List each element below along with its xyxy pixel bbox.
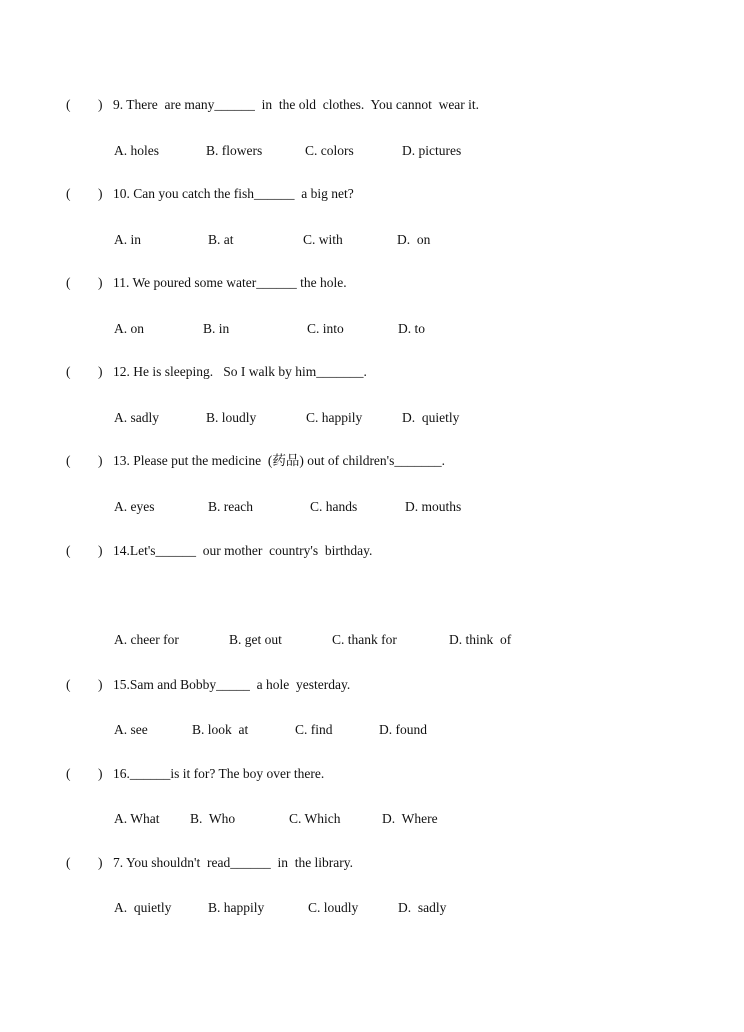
answer-paren-close: ) <box>98 543 103 558</box>
option-b: B. get out <box>229 632 282 647</box>
question-text: 11. We poured some water______ the hole. <box>113 275 347 290</box>
answer-paren-open: ( <box>66 275 71 290</box>
option-c: C. happily <box>306 410 363 425</box>
option-c: C. with <box>303 232 343 247</box>
question-text: 12. He is sleeping. So I walk by him_______. <box>113 364 367 379</box>
options-13 <box>114 498 462 516</box>
question-text: 15.Sam and Bobby_____ a hole yesterday. <box>113 677 351 692</box>
answer-paren-close: ) <box>98 186 103 201</box>
option-b: B. Who <box>190 811 236 826</box>
option-c: C. into <box>307 321 344 336</box>
option-b: B. happily <box>208 900 265 915</box>
question-text: 13. Please put the medicine (药品) out of children's_______. <box>113 453 445 468</box>
option-a: A. on <box>114 321 144 336</box>
option-b: B. in <box>203 321 230 336</box>
option-c: C. find <box>295 722 333 737</box>
option-d: D. quietly <box>402 410 460 425</box>
option-a: A. eyes <box>114 499 155 514</box>
question-15 <box>66 676 351 694</box>
question-9 <box>66 96 480 114</box>
options-14 <box>114 631 512 649</box>
question-text: 9. There are many______ in the old clothes. You cannot wear it. <box>113 97 480 112</box>
answer-paren-open: ( <box>66 677 71 692</box>
option-d: D. found <box>379 722 427 737</box>
answer-paren-open: ( <box>66 855 71 870</box>
question-11 <box>66 274 347 292</box>
option-d: D. Where <box>382 811 438 826</box>
answer-paren-open: ( <box>66 766 71 781</box>
option-d: D. on <box>397 232 431 247</box>
options-15 <box>114 721 427 739</box>
option-c: C. thank for <box>332 632 397 647</box>
options-12 <box>114 409 460 427</box>
question-text: 16.______is it for? The boy over there. <box>113 766 325 781</box>
question-text: 7. You shouldn't read______ in the library. <box>113 855 354 870</box>
options-7 <box>114 899 447 917</box>
option-d: D. mouths <box>405 499 462 514</box>
option-c: C. Which <box>289 811 341 826</box>
option-b: B. at <box>208 232 234 247</box>
option-d: D. pictures <box>402 143 462 158</box>
options-10 <box>114 231 431 249</box>
question-16 <box>66 765 325 783</box>
answer-paren-open: ( <box>66 97 71 112</box>
question-12 <box>66 363 367 381</box>
answer-paren-close: ) <box>98 275 103 290</box>
option-a: A. in <box>114 232 141 247</box>
option-b: B. reach <box>208 499 253 514</box>
answer-paren-close: ) <box>98 453 103 468</box>
option-b: B. loudly <box>206 410 257 425</box>
answer-paren-close: ) <box>98 364 103 379</box>
option-d: D. think of <box>449 632 512 647</box>
options-16 <box>114 810 438 828</box>
option-a: A. quietly <box>114 900 172 915</box>
option-b: B. flowers <box>206 143 263 158</box>
question-13 <box>66 452 445 470</box>
option-a: A. cheer for <box>114 632 179 647</box>
answer-paren-close: ) <box>98 766 103 781</box>
answer-paren-open: ( <box>66 453 71 468</box>
option-b: B. look at <box>192 722 249 737</box>
option-c: C. loudly <box>308 900 359 915</box>
question-text: 14.Let's______ our mother country's birthday. <box>113 543 373 558</box>
question-7 <box>66 854 354 872</box>
answer-paren-close: ) <box>98 97 103 112</box>
options-9 <box>114 142 462 160</box>
option-a: A. see <box>114 722 148 737</box>
option-a: A. What <box>114 811 160 826</box>
option-c: C. hands <box>310 499 358 514</box>
option-c: C. colors <box>305 143 354 158</box>
answer-paren-close: ) <box>98 855 103 870</box>
answer-paren-open: ( <box>66 186 71 201</box>
option-d: D. sadly <box>398 900 447 915</box>
answer-paren-open: ( <box>66 364 71 379</box>
option-a: A. holes <box>114 143 159 158</box>
answer-paren-close: ) <box>98 677 103 692</box>
option-a: A. sadly <box>114 410 159 425</box>
question-14 <box>66 542 373 560</box>
answer-paren-open: ( <box>66 543 71 558</box>
question-10 <box>66 185 354 203</box>
question-text: 10. Can you catch the fish______ a big net? <box>113 186 354 201</box>
option-d: D. to <box>398 321 425 336</box>
options-11 <box>114 320 425 338</box>
